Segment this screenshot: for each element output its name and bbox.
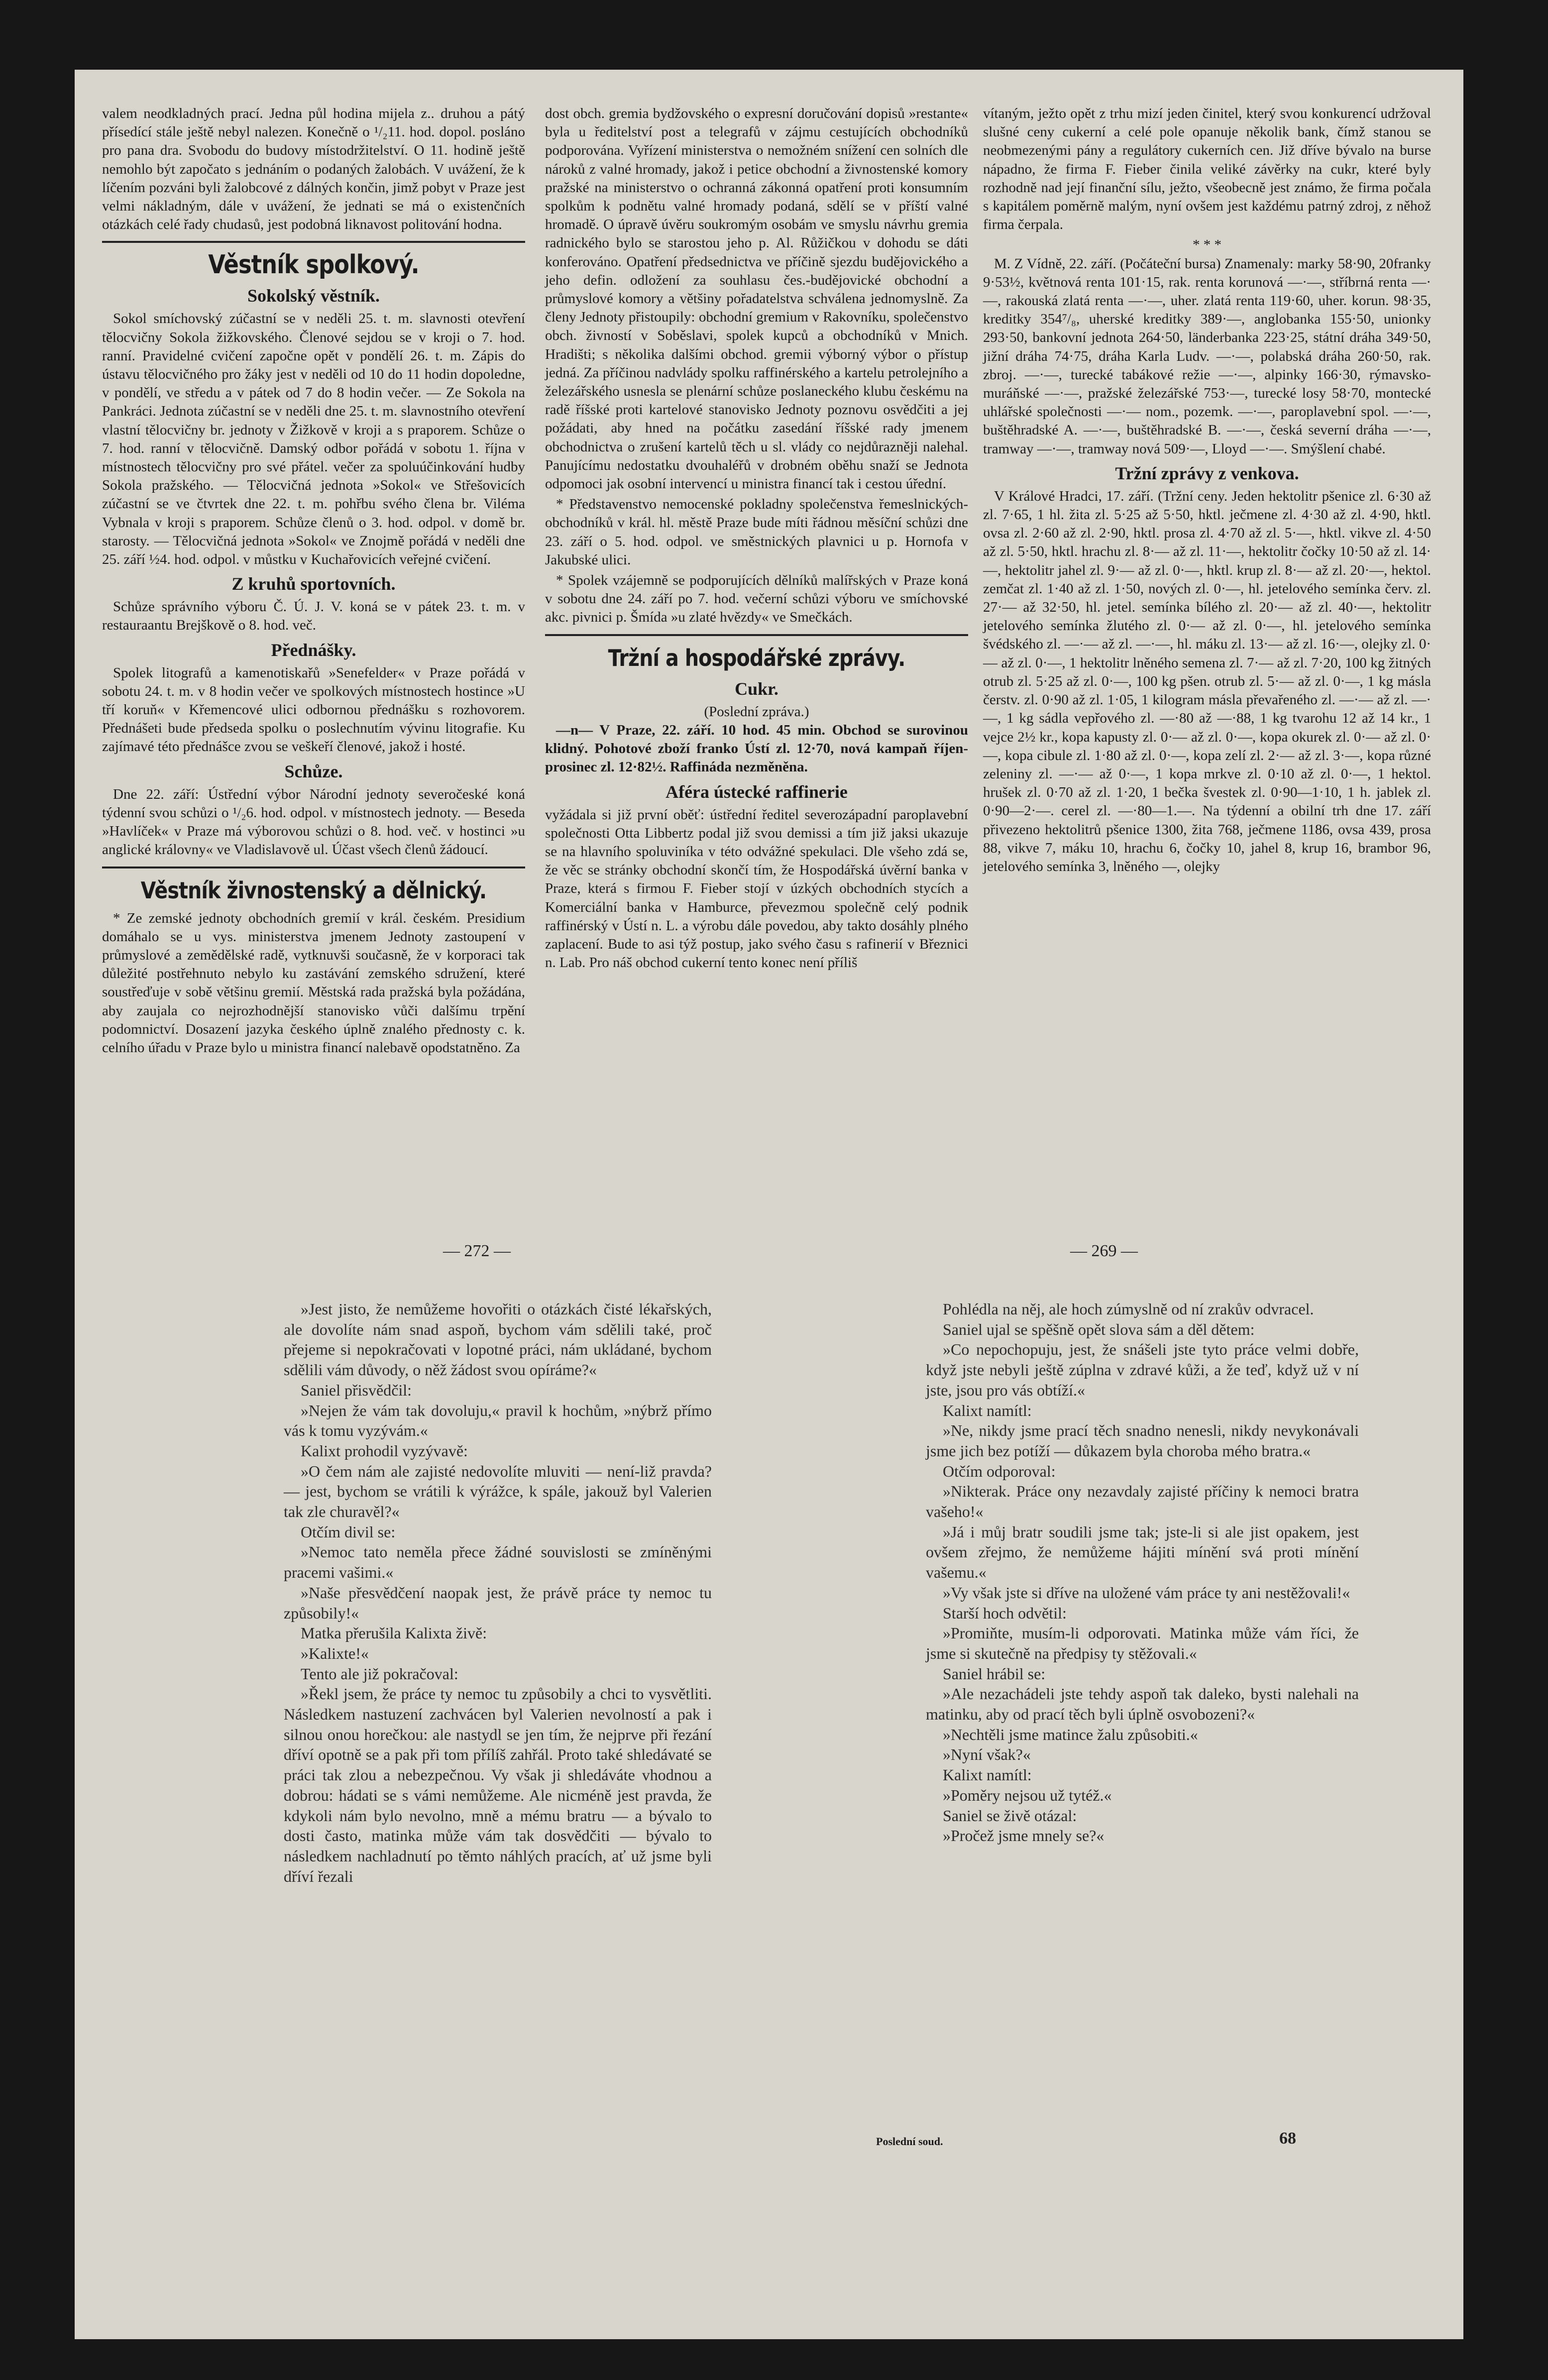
section-rule	[102, 241, 525, 243]
novel-paragraph: »Nikterak. Práce ony nezavdaly zajisté příčiny k nemoci bratra vašeho!«	[926, 1482, 1359, 1521]
novel-paragraph: »Jest jisto, že nemůžeme hovořiti o otázkách čisté lékařských, ale dovolíte nám snad aspoň, bychom vám sdělili také, proč přejeme si nepokračovati v lopotné práci, nám ukládané, bychom sdělili vám důvody, o něž žádost svou opíráme?«	[284, 1300, 712, 1379]
novel-paragraph: »Ale nezachádeli jste tehdy aspoň tak daleko, bysti nalehali na matinku, aby od prací těch byli úplně osvobozeni?«	[926, 1685, 1359, 1724]
subheading-prednasky: Přednášky.	[271, 640, 356, 660]
health-insurance-news: * Představenstvo nemocenské pokladny společenstva řemeslnických-obchodníků v král. hl. městě Praze bude míti řádnou měsíční schůzi dne 23. září o 5. hod. odpol. ve směstnických plavnici u p. Hornofa v Jakubské ulici.	[545, 496, 968, 568]
vienna-bourse-report: M. Z Vídně, 22. září. (Počáteční bursa) Znamenaly: marky 58·90, 20franky 9·53½, květnová renta 101·15, rak. renta korunová —·—, stříbrná renta —·—, rakouská zlatá renta —·—, uher. zlatá renta 119·60, uher. korun. 98·35, kreditky 354⁷/₈, uherské kreditky 389·—, anglobanka 155·50, unionky 293·50, bankovní jednota 264·50, länderbanka 223·25, státní dráha 349·50, jižní dráha 74·75, dráha Karla Ludv. —·—, polabská dráha 260·50, rak. zbroj. —·—, turecké tabákové režie —·—, alpinky 166·30, rýmavsko-muráňské —·—, pražské železářské 753·—, turecké losy 58·70, montecké uhlářské společnosti —·— nom., pozemk. —·—, paroplavební spol. —·—, buštěhradské A. —·—, buštěhradské B. —·—, česká severní dráha —·—, tramway —·—, tramway nová 509·—, Lloyd —·—. Smýšlení chabé.	[983, 255, 1431, 457]
trade-continued: dost obch. gremia bydžovského o expresní doručování dopisů »restante« byla u ředitelství post a telegrafů v zájmu cestujících obchodníků podporována. Vyřízení ministerstva o nemožném snížení cen solních dle nároků z valné hromady, jakož i petice obchodní a živnostenské komory pražské na ministerstvo o ochranná zákonná opatření proti konsumním spolkům k podnětu valné hromady podaná, sdělí se v příští valné hromadě. O úpravě úvěru soukromým osobám ve smyslu návrhu gremia radnického bylo se starostou jeho p. Al. Růžičkou v dohodu se dáti konferováno. Opatření předsednictva ve příčině sjezdu budějovického a jeho defin. odložení za souhlasu čes.-budějovické obchodní a průmyslové komory a většiny pořadatelstva schválena jednomyslně. Za členy Jednoty přistoupily: obchodní gremium v Rakovníku, společenstvo obch. živností v Soběslavi, spolek kupců a obchodníků v Mnich. Hradišti; s několika dalšími obchod. gremii výborný výbor o přístup jedná. Za příčinou nadvlády spolku raffinérského a kartelu petrolejního a železářského usnesla se plenární schůze poslaneckého klubu českému na radě říšské proti kartelové stanovisko Jednoty poznovu osvědčiti a jej požádati, aby hned na počátku zasedání říšské rady jmenem obchodnictva o zrušení kartelů těch u sl. vlády co nejdůrazněji nalehal. Panujícímu nedostatku dvouhaléřů v drobném oběhu snaží se Jednota odpomoci jak osobní intervencí u ministra financí tak i cestou úřední.	[545, 106, 968, 492]
column-3	[983, 105, 1431, 878]
novel-paragraph: »Co nepochopuju, jest, že snášeli jste tyto práce velmi dobře, když jste nebyli ještě zúplna v zdravé kůži, a že teď, když už v ní jste, jsou pro vás obtíží.«	[926, 1340, 1359, 1399]
novel-paragraph: Otčím divil se:	[301, 1522, 396, 1541]
novel-paragraph: Kalixt namítl:	[943, 1766, 1032, 1784]
subheading-cukr: Cukr.	[735, 678, 778, 699]
novel-paragraph: Pohlédla na něj, ale hoch zúmyslně od ní zrakův odvracel.	[943, 1300, 1314, 1318]
novel-paragraph: »Nemoc tato neměla přece žádné souvislosti se zmíněnými pracemi vašimi.«	[284, 1543, 712, 1582]
section-heading-vestnik-zivnostensky: Věstník živnostenský a dělnický.	[140, 876, 487, 904]
left-folio: — 272 —	[443, 1242, 511, 1260]
section-heading-trzni-zpravy: Tržní a hospodářské zprávy.	[608, 644, 905, 671]
novel-paragraph: Saniel se živě otázal:	[943, 1806, 1077, 1825]
trade-news: * Ze zemské jednoty obchodních gremií v král. českém. Presidium domáhalo se u vys. ministerstva jmenem Jednoty zastoupení v průmyslové a zemědělské radě, vytknuvši současně, že v korporaci tak důležité postřehnuto nebylo ku zastávání zemského sdružení, které soustřeďuje v sobě většinu gremií. Městská rada pražská byla požádána, aby zaujala co nejrozhodnější stanovisko vůči dalšímu trpění podomnictví. Dosazení jazyka českého úplně znalého přednosty c. k. celního úřadu v Praze bylo u ministra financí nalebavě opodstatněno. Za	[102, 910, 525, 1056]
novel-paragraph: »Ne, nikdy jsme prací těch snadno nenesli, nikdy nevykonávali jsme jich bez potíží — důkazem byla choroba mého bratra.«	[926, 1421, 1359, 1460]
page-number: 68	[1279, 2129, 1296, 2148]
novel-paragraph: Saniel ujal se spěšně opět slova sám a děl dětem:	[943, 1320, 1255, 1338]
subheading-posledni-zprava: (Poslední zpráva.)	[704, 703, 809, 720]
sport-news: Schůze správního výboru Č. Ú. J. V. koná se v pátek 23. t. m. v restauraantu Brejškově o 8. hod. več.	[102, 599, 525, 634]
sokol-news: Sokol smíchovský zúčastní se v neděli 25. t. m. slavnosti otevření tělocvičny Sokola žižkovského. Členové sejdou se v kroji o 7. hod. ranní. Pravidelné cvičení započne opět v pondělí 26. t. m. Zápis do ústavu tělocvičného pro žáky jest v neděli od 10 do 11 hodin dopoledne, v pondělí, ve středu a v pátek od 7 do 8 hodin večer. — Ze Sokola na Pankráci. Jednota zúčastní se v neděli dne 25. t. m. slavnostního otevření vlastní tělocvičny br. jednoty v Žižkově v kroji a s praporem. Schůze o 7. hod. ranní v tělocvičně. Damský odbor pořádá v sobotu 1. října v místnostech tělocvičny pro své přátel. večer za spoluúčinkování hudby Sokola pražského. — Tělocvičná jednota »Sokol« ve Střešovicích zúčastní se ve čtvrtek dne 22. t. m. pohřbu svého člena br. Viléma Vybnala v kroji s praporem. Schůze členů o 3. hod. odpol. v domě br. starosty. — Tělocvičná jednota »Sokol« ve Znojmě pořádá v neděli dne 25. září ½4. hod. odpol. v můstku v Kuchařovicích veřejné cvičení.	[102, 311, 525, 568]
subheading-sport: Z kruhů sportovních.	[231, 574, 396, 594]
novel-paragraph: Otčím odporoval:	[943, 1462, 1056, 1480]
meetings-news: Dne 22. září: Ústřední výbor Národní jednoty severočeské koná týdenní svou schůzi o ¹/₂6. hod. odpol. v místnostech jednoty. — Beseda »Havlíček« v Praze má výborovou schůzi o 8. hod. več. v hostinci »u anglické královny« ve Vladislavově ul. Účast všech členů žádoucí.	[102, 786, 525, 858]
subheading-schuze: Schůze.	[284, 761, 343, 781]
novel-paragraph: »O čem nám ale zajisté nedovolíte mluviti — není-liž pravda? — jest, bychom se vrátili k výrážce, k spále, jakouž byl Valerien tak zle churavěl?«	[284, 1462, 712, 1521]
novel-paragraph: »Vy však jste si dříve na uložené vám práce ty ani nestěžovali!«	[943, 1583, 1350, 1602]
novel-paragraph: Starší hoch odvětil:	[943, 1604, 1067, 1622]
novel-paragraph: Kalixt prohodil vyzývavě:	[301, 1441, 468, 1460]
novel-paragraph: Saniel přisvědčil:	[301, 1381, 412, 1399]
separator-stars: * * *	[1193, 237, 1221, 253]
novel-paragraph: Kalixt namítl:	[943, 1401, 1032, 1419]
novel-paragraph: »Promiňte, musím-li odporovati. Matinka může vám říci, že jsme si skutečně na předpisy ty stěžovali.«	[926, 1624, 1359, 1662]
painters-union-news: * Spolek vzájemně se podporujících dělníků malířských v Praze koná v sobotu dne 24. září po 7. hod. večerní schůzi výboru ve smíchovské akc. pivnici p. Šmída »u zlaté hvězdy« ve Smečkách.	[545, 572, 968, 626]
novel-paragraph: »Nyní však?«	[943, 1745, 1031, 1764]
novel-page-right	[926, 1299, 1359, 1846]
refinery-continued: vítaným, ježto opět z trhu mizí jeden činitel, který svou konkurencí udržoval slušné ceny cukerní a celé pole opanuje několik bank, čímž stanou se neobmezenými pány a regulátory cukerních cen. Již dříve bývalo na burse nápadno, že firma F. Fieber činila veliké závěrky na cukr, které byly rozhodně nad její finanční sílu, ježto, všeobecně jest známo, že firma počala s kapitálem poměrně malým, nyní ovšem jest každému patrný zdroj, z něhož firma čerpala.	[983, 106, 1431, 233]
section-rule	[545, 634, 968, 636]
lectures-news: Spolek litografů a kamenotiskařů »Senefelder« v Praze pořádá v sobotu 24. t. m. v 8 hodin večer ve spolkových místnostech hostince »U tří koruň« v Křemencové ulici odbornou přednášku s rozhovorem. Přednášeti bude předseda spolku o poslechnutím vývinu litografie. Ku zajímavé této přednášce zvou se veškeří členové, jakož i hosté.	[102, 664, 525, 755]
novel-paragraph: Saniel hrábil se:	[943, 1664, 1046, 1683]
right-folio: — 269 —	[1070, 1242, 1138, 1260]
novel-paragraph: Tento ale již pokračoval:	[301, 1664, 458, 1683]
novel-paragraph: Matka přerušila Kalixta živě:	[301, 1624, 487, 1642]
refinery-affair: vyžádala si již první oběť: ústřední ředitel severozápadní paroplavební společnosti Otta Libbertz podal již svou demissi a tím již jaksi ukazuje se na hlavního spoluviníka v této odvážné spekulaci. Dle všeho zdá se, že věc se stránky obchodní skončí tím, že Hospodářská úvěrní banka v Praze, která s firmou F. Fieber stojí v úzkých obchodních stycích a Komerciální banka v Hamburce, převezmou společně celý podnik raffinérský v Ústí n. L. a výrobu dále povedou, aby takto dosáhly plného zaplacení. Bude to asi týž postup, jako svého času s rafinerií v Březnici n. Lab. Pro náš obchod cukerní tento konec není příliš	[545, 806, 968, 971]
footer-title: Poslední soud.	[876, 2135, 943, 2148]
intro-paragraph: valem neodkladných prací. Jedna půl hodina mijela z.. druhou a pátý přísedící stále ještě nebyl nalezen. Konečně o ¹/₂11. hod. dopol. posláno pro pana dra. Svobodu do budovy místodržitelství. O 11. hodině ještě nemohlo být započato s jednáním o podaných žalobách. V uvážení, že k líčením pozváni byli žalobcové z dálných končin, jimž pobyt v Praze jest velmi nákladným, dále v uvážení, že jednati se má o existenčních otázkách celé řady chudasů, jest podobná liknavost politování hodna.	[102, 106, 525, 233]
subheading-trzni-zpravy-venkova: Tržní zprávy z venkova.	[1115, 463, 1299, 483]
novel-paragraph: »Řekl jsem, že práce ty nemoc tu způsobily a chci to vysvětliti. Následkem nastuzení zachvácen byl Valerien nevolností a pak i silnou onou horečkou: ale nastydl se jen tím, že nejprve při řezání dříví opotně se a pak při tom přílíš zahřál. Proto také shledávaté se práci tak zlou a nebezpečnou. Vy však ji shledáváte vhodnou a dobrou: hádati se s vámi nemůžeme. Ale nicméně jest pravda, že kdykoli nám bylo nevolno, mně a mému bratru — a bývalo to dosti často, matinka může vám tak dosvědčiti — bývalo to následkem nachladnutí po těmto náhlých pracích, ať už jsme byli dříví řezali	[284, 1685, 712, 1885]
novel-paragraph: »Pročež jsme mnely se?«	[943, 1827, 1105, 1845]
column-1	[102, 105, 525, 1059]
subheading-sokolsky-vestnik: Sokolský věstník.	[247, 286, 380, 306]
novel-paragraph: »Poměry nejsou už tytéž.«	[943, 1786, 1112, 1804]
novel-paragraph: »Kalixte!«	[301, 1644, 369, 1662]
newspaper-page	[75, 70, 1463, 2339]
subheading-afera: Aféra ústecké raffinerie	[665, 781, 848, 802]
sugar-market-report: —n— V Praze, 22. září. 10 hod. 45 min. Obchod se surovinou klidný. Pohotové zboží franko Ústí zl. 12·70, nová kampaň říjen-prosinec zl. 12·82½. Raffináda nezměněna.	[545, 722, 968, 775]
novel-paragraph: »Nechtěli jsme matince žalu způsobiti.«	[943, 1725, 1198, 1743]
novel-page-left	[284, 1299, 712, 1886]
novel-paragraph: »Naše přesvědčení naopak jest, že právě práce ty nemoc tu způsobily!«	[284, 1583, 712, 1622]
column-2	[545, 105, 968, 974]
section-rule	[102, 866, 525, 868]
section-heading-vestnik-spolkovy: Věstník spolkový.	[208, 250, 419, 280]
novel-paragraph: »Nejen že vám tak dovoluju,« pravil k hochům, »nýbrž přímo vás k tomu vyzývám.«	[284, 1401, 712, 1440]
novel-paragraph: »Já i můj bratr soudili jsme tak; jste-li si ale jist opakem, jest ovšem zřejmo, že nemůžeme hájiti mínění svá proti mínění vašemu.«	[926, 1522, 1359, 1582]
country-market-report: V Králové Hradci, 17. září. (Tržní ceny. Jeden hektolitr pšenice zl. 6·30 až zl. 7·65, 1 hl. žita zl. 5·25 až 5·50, hktl. ječmene zl. 4·30 až zl. 4·90, hktl. ovsa zl. 2·60 až zl. 2·90, hktl. prosa zl. 4·70 až zl. 5·—, hktl. vikve zl. 4·50 až zl. 5·50, hktl. hrachu zl. 8·— až zl. 11·—, hektolitr čočky 10·50 až zl. 14·—, hektolitr jahel zl. 9·— až zl. 0·—, hktl. krup zl. 8·— až zl. 20·—, hektol. zemčat zl. 1·40 až zl. 1·50, nových zl. 0·—, hl. jetelového semínka červ. zl. 27·— až 32·50, hl. jetel. semínka bílého zl. 20·— až zl. 40·—, hektolitr jetelového semínka žlutého zl. 0·— až zl. 0·—, hl. jetelového semínka švédského zl. —·— až zl. —·—, hl. máku zl. 13·— až zl. 16·—, olejky zl. 0·— až zl. 0·—, 1 hektolitr lněného semena zl. 7·— až zl. 7·20, 100 kg žitných otrub zl. 5·25 až zl. 0·—, 100 kg pšen. otrub zl. 5·— až zl. 0·—, 1 kg másla čerstv. zl. 0·90 až zl. 1·05, 1 kilogram másla převařeného zl. —·— až zl. —·—, 1 kg sádla vepřového zl. —·80 až —·88, 1 kg tvarohu 12 až 14 kr., 1 vejce 2½ kr., kopa kapusty zl. 0·— až zl. 0·—, kopa okurek zl. 0·— až zl. 0·—, kopa cibule zl. 1·80 až zl. 0·—, kopa zelí zl. 2·— až zl. 3·—, kopa různé zeleniny zl. —·— až 0·—, 1 kopa mrkve zl. 0·10 až zl. 0·—, 1 hektol. hrušek zl. 0·70 až zl. 1·20, 1 bečka švestek zl. 0·90—1·10, 1 h. jablek zl. 0·90—2·—. cerel zl. —·80—1.—. Na týdenní a obilní trh dne 17. září přivezeno hektolitrů pšenice 1300, žita 768, ječmene 1186, ovsa 439, prosa 88, vikve 7, máku 10, hrachu 6, čočky 10, jahel 8, krup 16, brambor 96, jetelového semínka 3, lněného —, olejky	[983, 488, 1431, 874]
